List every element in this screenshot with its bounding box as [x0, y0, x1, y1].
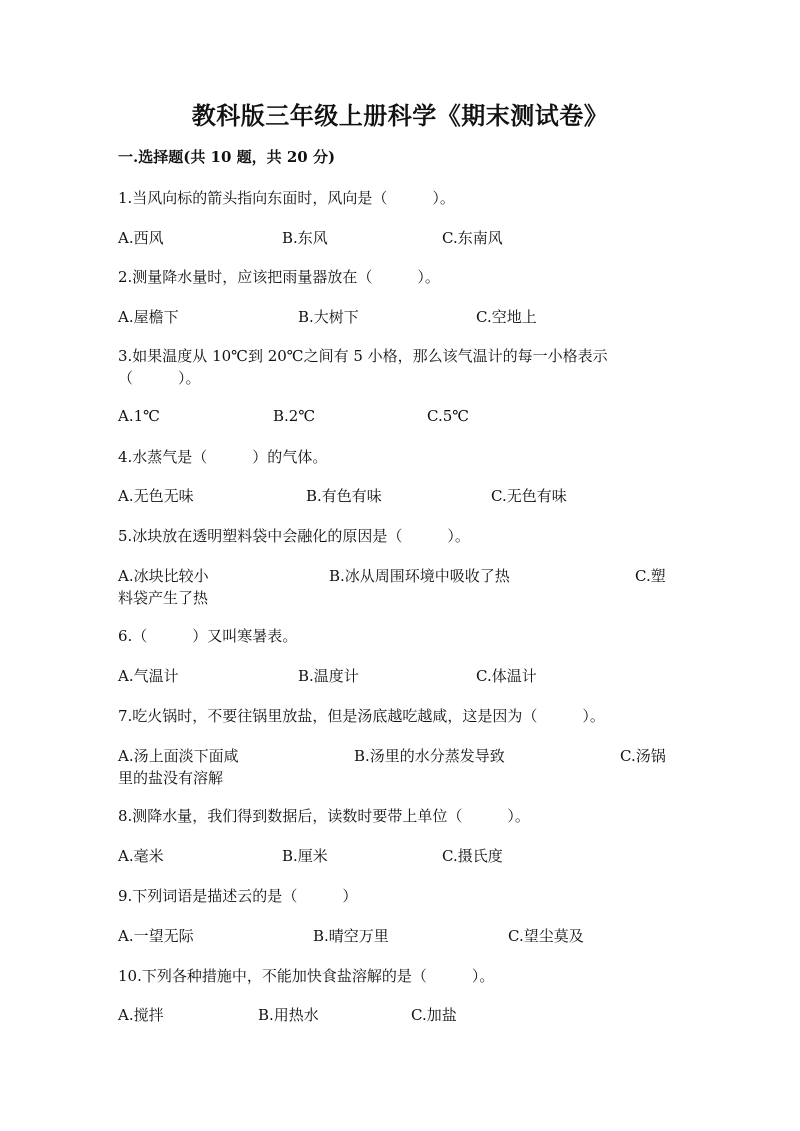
options-7: [118, 745, 678, 789]
option-a[interactable]: A.无色无味: [118, 487, 194, 505]
option-b[interactable]: B.温度计: [298, 667, 359, 685]
section-heading: 一.选择题(共 10 题，共 20 分): [118, 148, 336, 166]
question-4: 4.水蒸气是（ ）的气体。: [118, 448, 328, 466]
options-10: [118, 1004, 678, 1048]
option-c[interactable]: C.空地上: [476, 308, 537, 326]
option-c[interactable]: C.汤锅: [620, 747, 666, 765]
option-c[interactable]: C.无色有味: [491, 487, 567, 505]
question-8: 8.测降水量，我们得到数据后，读数时要带上单位（ ）。: [118, 807, 530, 825]
option-c-continued: 料袋产生了热: [118, 589, 209, 607]
option-c[interactable]: C.望尘莫及: [508, 927, 584, 945]
option-a[interactable]: A.冰块比较小: [118, 567, 209, 585]
option-b[interactable]: B.用热水: [258, 1006, 319, 1024]
option-a[interactable]: A.气温计: [118, 667, 179, 685]
page-title: 教科版三年级上册科学《期末测试卷》: [191, 101, 609, 130]
option-a[interactable]: A.搅拌: [118, 1006, 164, 1024]
option-b[interactable]: B.大树下: [298, 308, 359, 326]
option-b[interactable]: B.汤里的水分蒸发导致: [354, 747, 505, 765]
question-9: 9.下列词语是描述云的是（ ）: [118, 887, 358, 905]
option-b[interactable]: B.冰从周围环境中吸收了热: [329, 567, 510, 585]
question-2: 2.测量降水量时，应该把雨量器放在（ ）。: [118, 268, 440, 286]
option-b[interactable]: B.晴空万里: [313, 927, 389, 945]
option-c[interactable]: C.摄氏度: [442, 847, 503, 865]
option-c-continued: 里的盐没有溶解: [118, 769, 224, 787]
option-a[interactable]: A.屋檐下: [118, 308, 179, 326]
question-5: 5.冰块放在透明塑料袋中会融化的原因是（ ）。: [118, 527, 470, 545]
question-10: 10.下列各种措施中，不能加快食盐溶解的是（ ）。: [118, 967, 495, 985]
option-a[interactable]: A.一望无际: [118, 927, 194, 945]
options-1: [118, 227, 678, 271]
option-c[interactable]: C.东南风: [442, 229, 503, 247]
options-8: [118, 845, 678, 889]
option-c[interactable]: C.5℃: [427, 407, 470, 425]
option-c[interactable]: C.加盐: [411, 1006, 457, 1024]
option-a[interactable]: A.1℃: [118, 407, 160, 425]
options-6: [118, 665, 678, 709]
options-3: [118, 405, 678, 449]
question-7: 7.吃火锅时，不要往锅里放盐，但是汤底越吃越咸，这是因为（ ）。: [118, 707, 605, 725]
option-b[interactable]: B.东风: [282, 229, 328, 247]
option-c[interactable]: C.塑: [635, 567, 666, 585]
question-3: 3.如果温度从 10℃到 20℃之间有 5 小格，那么该气温计的每一小格表示（ ）。: [118, 347, 608, 387]
option-b[interactable]: B.2℃: [273, 407, 316, 425]
question-6: 6.（ ）又叫寒暑表。: [118, 627, 298, 645]
option-b[interactable]: B.厘米: [282, 847, 328, 865]
option-c[interactable]: C.体温计: [476, 667, 537, 685]
option-a[interactable]: A.西风: [118, 229, 164, 247]
question-1: 1.当风向标的箭头指向东面时，风向是（ ）。: [118, 189, 455, 207]
options-9: [118, 925, 678, 969]
options-5: [118, 565, 678, 609]
options-2: [118, 306, 678, 350]
option-a[interactable]: A.毫米: [118, 847, 164, 865]
option-b[interactable]: B.有色有味: [306, 487, 382, 505]
options-4: [118, 485, 678, 529]
option-a[interactable]: A.汤上面淡下面咸: [118, 747, 239, 765]
